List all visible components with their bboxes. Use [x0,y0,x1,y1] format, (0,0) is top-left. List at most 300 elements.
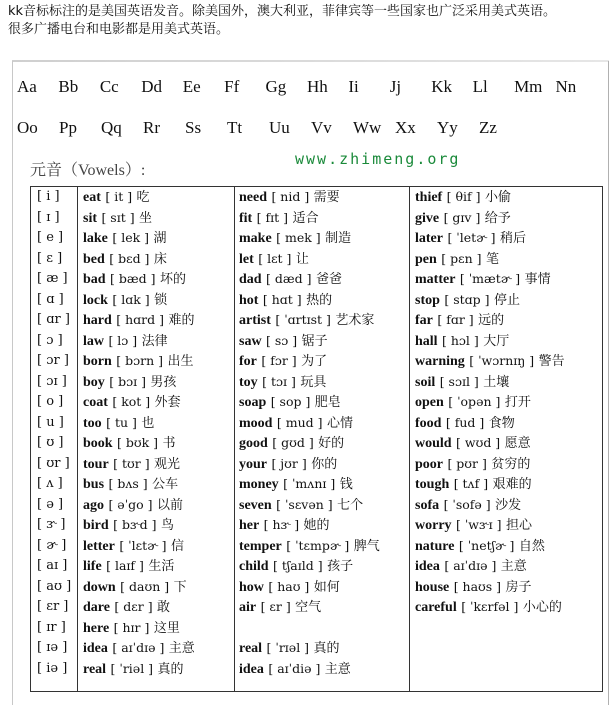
example-word: stop [415,292,440,308]
example-word-entry [415,290,565,311]
example-word: soap [239,395,267,410]
alphabet-letter: Kk [431,77,452,96]
example-word: lake [83,231,108,246]
alphabet-letter: Nn [555,77,577,96]
example-pronunciation: [ hɑrd ] [116,312,164,327]
example-pronunciation: [ it ] [105,189,133,204]
example-word: how [239,579,264,595]
example-word-entry [415,515,565,536]
example-word-entry [239,433,380,454]
example-meaning: 坏的 [159,272,186,287]
example-word: sofa [415,497,440,513]
phonetic-symbol: [ ʌ ] [37,476,63,491]
example-meaning: 停止 [493,292,520,308]
example-word-entry [415,474,565,495]
example-word-entry [239,269,380,290]
example-meaning: 适合 [292,210,319,226]
example-word: idea [239,661,264,677]
example-meaning: 愿意 [504,436,531,451]
example-word: toy [239,374,258,390]
example-meaning: 孩子 [327,559,354,574]
example-word-entry [239,515,380,536]
alphabet-letter: Zz [479,118,497,137]
example-word: hard [83,313,112,328]
example-word: letter [83,538,115,554]
example-meaning: 好的 [318,436,345,451]
example-pronunciation: [ lɔ ] [108,332,138,348]
example-word-entry [239,331,380,352]
example-word-entry [239,290,380,311]
example-word-entry [415,577,565,598]
example-word-entry [83,269,195,290]
example-word-entry [415,495,565,516]
example-word-entry [415,269,565,290]
example-word-entry [239,454,380,475]
example-word: idea [415,559,440,574]
example-pronunciation: [ mud ] [276,414,323,430]
example-pronunciation: [ haʊ ] [268,578,310,594]
example-word: good [239,436,268,451]
alphabet-letter: Yy [437,118,458,137]
example-pronunciation: [ bæd ] [110,271,156,286]
intro-line-1: kk音标标注的是美国英语发音。除美国外，澳大利亚，菲律宾等一些国家也广泛采用美式英语。 [8,4,557,19]
example-meaning: 观光 [154,456,181,472]
phonetic-symbol: [ ɔr ] [37,353,69,368]
phonetic-symbol: [ æ ] [37,271,68,286]
example-word-entry [239,351,380,372]
example-word: lock [83,292,108,308]
example-meaning: 锁 [154,292,168,308]
example-pronunciation: [ ˈriəl ] [110,660,154,676]
example-pronunciation: [ gɪv ] [443,209,481,225]
example-word-entry [239,474,380,495]
example-meaning: 公车 [152,477,179,492]
example-pronunciation: [ fud ] [445,414,485,430]
alphabet-letter: Tt [227,118,243,137]
example-pronunciation: [ ˈmʌnɪ ] [283,476,336,491]
example-meaning: 七个 [337,497,364,513]
example-pronunciation: [ tu ] [106,414,137,430]
example-meaning: 小心的 [522,600,562,615]
phonetic-symbol: [ ɪə ] [37,640,68,655]
example-pronunciation: [ stɑp ] [444,291,490,307]
example-word-entry [239,249,380,270]
example-pronunciation: [ nid ] [271,189,310,204]
example-word: food [415,415,442,431]
example-word-entry [415,228,565,249]
example-word: too [83,415,102,431]
example-meaning: 她的 [303,518,330,533]
example-word: money [239,477,279,492]
alphabet-letter: Ll [472,77,488,96]
example-word-entry [415,392,565,413]
example-meaning: 你的 [311,456,338,472]
example-pronunciation: [ ˈwɝɪ ] [456,517,502,532]
example-meaning: 敢 [157,600,171,615]
example-meaning: 难的 [168,313,195,328]
example-pronunciation: [ sɪt ] [101,209,135,225]
example-word: your [239,456,267,472]
example-word: bed [83,251,105,267]
alphabet-letter: Mm [514,77,543,96]
example-meaning: 沙发 [495,497,522,513]
example-meaning: 真的 [157,661,184,677]
example-pronunciation: [ bɔrn ] [116,353,163,368]
example-meaning: 自然 [518,538,545,554]
example-word: eat [83,190,101,205]
frame-top-border [13,60,609,62]
example-word-entry [415,208,565,229]
example-word-entry [415,249,565,270]
example-meaning: 给予 [484,210,511,226]
example-word: artist [239,313,271,328]
example-word-entry [415,310,565,331]
example-word: tough [415,477,450,492]
alphabet-letter: Ss [185,118,202,137]
example-pronunciation: [ ˈmætɚ ] [459,271,521,286]
example-word: give [415,210,440,226]
example-word: real [239,641,263,656]
phonetic-symbol: [ u ] [37,414,64,430]
example-meaning: 稍后 [500,231,527,246]
example-pronunciation: [ bʌs ] [108,476,148,491]
example-meaning: 房子 [505,579,532,595]
phonetic-symbol: [ i ] [37,189,60,204]
example-pronunciation: [ əˈgo ] [108,496,153,512]
example-meaning: 打开 [504,395,531,410]
example-word: soil [415,374,436,390]
example-word: house [415,579,450,595]
example-meaning: 脾气 [353,538,380,554]
table-divider-1 [77,187,78,691]
example-word-entry [239,659,380,680]
example-word-entry [415,331,565,352]
example-word: nature [415,538,455,554]
example-word: temper [239,538,282,554]
example-meaning: 让 [295,251,309,267]
example-meaning: 真的 [313,641,340,656]
example-word-entry [83,208,195,229]
example-pronunciation: [ ˈsɛvən ] [276,496,333,512]
example-word: boy [83,374,105,390]
phonetic-symbol: [ ɛ ] [37,250,63,266]
example-word: worry [415,518,452,533]
example-word-entry [83,659,195,680]
example-meaning: 为了 [301,354,328,369]
example-pronunciation: [ bʊk ] [117,435,159,450]
example-word: seven [239,497,272,513]
example-word-entry [239,536,380,557]
example-meaning: 锯子 [301,333,328,349]
example-word-entry [83,495,195,516]
phonetic-symbol: [ ɪr ] [37,619,66,635]
example-pronunciation: [ ˈɑrtɪst ] [275,312,331,327]
alphabet-letter: Vv [311,118,332,137]
example-meaning: 主意 [324,661,351,677]
example-pronunciation: [ hɪr ] [113,619,150,635]
example-pronunciation: [ hɝ ] [263,517,300,532]
example-pronunciation: [ ˈnetʃɚ ] [458,537,515,553]
example-meaning: 书 [162,436,176,451]
example-word-entry [83,351,195,372]
example-word: idea [83,641,108,656]
example-word-entry [83,577,195,598]
phonetic-symbol: [ ɚ ] [37,537,67,553]
example-pronunciation: [ tʊr ] [113,455,150,471]
example-meaning: 担心 [505,518,532,533]
example-word-entry [83,331,195,352]
phonetic-symbol: [ aʊ ] [37,578,72,594]
intro-text [8,3,603,39]
example-pronunciation: [ pʊr ] [447,455,487,471]
example-meaning: 吃 [136,190,150,205]
example-word: poor [415,456,443,472]
example-meaning: 也 [141,415,155,431]
example-pronunciation: [ ˈwɔrnɪŋ ] [469,353,535,368]
example-word: careful [415,600,457,615]
example-pronunciation: [ gʊd ] [272,435,314,450]
example-pronunciation: [ hɔl ] [442,332,479,348]
example-word-entry [239,597,380,618]
example-meaning: 需要 [313,190,340,205]
example-pronunciation: [ sɔ ] [266,332,298,348]
example-meaning: 制造 [325,231,352,246]
example-pronunciation: [ kot ] [112,394,151,409]
alphabet-letter: Ee [182,77,201,96]
alphabet-row-2 [17,118,597,138]
alphabet-letter: Ii [348,77,359,96]
example-pronunciation: [ wʊd ] [456,435,501,450]
example-word-entry [415,413,565,434]
example-word-entry [415,187,565,208]
example-pronunciation: [ pɛn ] [441,250,482,266]
example-meaning: 心情 [326,415,353,431]
example-meaning: 床 [153,251,167,267]
example-word: saw [239,333,262,349]
alphabet-letter: Pp [59,118,77,137]
example-word-entry [83,290,195,311]
example-meaning: 事情 [524,272,551,287]
example-pronunciation: [ bɛd ] [109,250,150,266]
example-word: thief [415,190,443,205]
example-word-entry [83,433,195,454]
example-pronunciation: [ θif ] [446,189,481,204]
alphabet-letter: Xx [395,118,416,137]
example-word: ago [83,497,104,513]
example-pronunciation: [ haʊs ] [453,578,502,594]
example-pronunciation: [ lɑk ] [112,291,150,307]
example-pronunciation: [ dæd ] [266,271,312,286]
example-pronunciation: [ bɔɪ ] [109,373,146,389]
alphabet-letter: Jj [389,77,402,96]
example-word: hall [415,333,438,349]
example-word-entry [239,577,380,598]
example-word: real [83,661,107,677]
example-word: need [239,190,267,205]
example-word: law [83,333,104,349]
example-word: bad [83,272,106,287]
example-meaning: 贫穷的 [491,456,531,472]
example-column-3 [415,187,565,618]
example-pronunciation: [ fɔr ] [261,353,297,368]
example-word-entry [415,454,565,475]
example-word: child [239,559,269,574]
example-word: later [415,231,443,246]
example-meaning: 热的 [306,292,333,308]
example-word-entry [83,249,195,270]
example-pronunciation: [ ˈtɛmpɚ ] [286,537,350,553]
example-meaning: 湖 [153,231,167,246]
phonetic-symbol: [ ɛr ] [37,599,69,614]
example-word: dare [83,600,110,615]
example-pronunciation: [ ɛr ] [260,599,291,614]
watermark-text: www.zhimeng.org [295,150,461,168]
phonetic-symbol: [ iə ] [37,660,68,676]
example-word-entry [415,351,565,372]
example-meaning: 主意 [500,559,527,574]
example-word-entry [83,597,195,618]
example-pronunciation: [ jʊr ] [271,455,307,471]
example-word-entry [239,638,380,659]
example-word-entry [415,433,565,454]
example-pronunciation: [ fɪt ] [256,209,289,225]
phonetic-symbol: [ e ] [37,230,64,245]
example-pronunciation: [ lek ] [112,230,150,245]
alphabet-letter: Gg [265,77,287,96]
example-word-entry [83,515,195,536]
example-word: life [83,559,102,574]
example-meaning: 主意 [168,641,195,656]
example-word: air [239,600,257,615]
example-meaning: 钱 [339,477,353,492]
example-meaning: 玩具 [300,374,327,390]
example-word-entry [239,228,380,249]
symbol-column [31,187,77,679]
phonetic-symbol: [ ə ] [37,496,64,512]
example-pronunciation: [ ˈlɛtɚ ] [119,537,167,553]
alphabet-row-1 [17,77,597,97]
example-meaning: 食物 [488,415,515,431]
example-pronunciation: [ ˈopən ] [448,394,501,409]
example-word: bird [83,518,109,533]
example-word: sit [83,210,97,226]
example-pronunciation: [ fɑr ] [437,312,474,327]
example-pronunciation: [ bɝd ] [113,517,157,532]
example-pronunciation: [ daʊn ] [120,578,170,594]
alphabet-letter: Qq [101,118,122,137]
example-pronunciation: [ sop ] [270,394,311,409]
example-word-entry [83,310,195,331]
alphabet-letter: Oo [17,118,38,137]
example-word-entry [239,208,380,229]
example-word: open [415,395,444,410]
example-meaning: 下 [173,579,187,595]
example-word: warning [415,354,465,369]
alphabet-letter: Cc [99,77,119,96]
example-word-entry [415,372,565,393]
intro-line-2: 很多广播电台和电影都是用美式英语。 [8,22,230,37]
phonetic-symbol: [ ɑr ] [37,312,70,327]
example-word: for [239,354,257,369]
example-meaning: 如何 [313,579,340,595]
example-pronunciation: [ ˈsofə ] [443,496,491,512]
example-pronunciation: [ tʃaɪld ] [273,558,323,573]
example-word: fit [239,210,253,226]
example-word-entry [83,454,195,475]
example-meaning: 土壤 [483,374,510,390]
example-word-entry [239,556,380,577]
example-word-entry [83,556,195,577]
example-meaning: 信 [170,538,184,554]
example-word: her [239,518,260,533]
example-word-entry [83,536,195,557]
phonetic-symbol: [ ʊr ] [37,455,70,471]
example-meaning: 法律 [141,333,168,349]
example-pronunciation: [ lɛt ] [258,250,292,266]
example-word-entry [83,413,195,434]
example-meaning: 小偷 [484,190,511,205]
example-word-entry [239,413,380,434]
alphabet-letter: Aa [17,77,37,96]
example-word-entry [239,310,380,331]
example-word: make [239,231,272,246]
example-meaning: 外套 [154,395,181,410]
example-pronunciation: [ aɪˈdiə ] [268,660,321,676]
example-pronunciation: [ sɔɪl ] [439,373,479,389]
example-word-entry [239,372,380,393]
alphabet-letter: Uu [269,118,290,137]
alphabet-letter: Rr [143,118,160,137]
alphabet-letter: Dd [141,77,163,96]
example-word: coat [83,395,108,410]
alphabet-letter: Bb [58,77,79,96]
example-meaning: 爸爸 [315,272,342,287]
phonetic-symbol: [ ɑ ] [37,291,64,307]
phonetic-symbol: [ aɪ ] [37,558,68,573]
example-meaning: 坐 [139,210,153,226]
example-pronunciation: [ ˈrɪəl ] [266,640,310,655]
alphabet-letter: Hh [306,77,328,96]
example-word-entry [83,372,195,393]
example-word-entry [415,556,565,577]
example-meaning: 艰难的 [492,477,532,492]
example-pronunciation: [ ˈkɛrfəl ] [461,599,519,614]
example-meaning: 肥皂 [314,395,341,410]
example-pronunciation: [ ˈletɚ ] [447,230,496,245]
example-meaning: 远的 [478,313,505,328]
example-word: dad [239,272,262,287]
phonetic-symbol: [ ʊ ] [37,435,64,450]
example-word: let [239,251,254,267]
phonetic-symbol: [ o ] [37,394,64,409]
example-pronunciation: [ mek ] [276,230,321,245]
example-pronunciation: [ tɔɪ ] [262,373,296,389]
example-word-entry [83,618,195,639]
example-meaning: 生活 [148,559,175,574]
example-word-entry [83,638,195,659]
example-meaning: 男孩 [150,374,177,390]
example-word-entry [83,392,195,413]
phonetic-symbol: [ ɪ ] [37,209,60,225]
example-word: book [83,436,113,451]
example-word: down [83,579,116,595]
example-word-entry [83,474,195,495]
alphabet-letter: Ww [353,118,382,137]
example-pronunciation: [ laɪf ] [106,558,144,573]
example-meaning: 出生 [167,354,194,369]
example-word-entry [83,228,195,249]
example-word-entry [83,187,195,208]
